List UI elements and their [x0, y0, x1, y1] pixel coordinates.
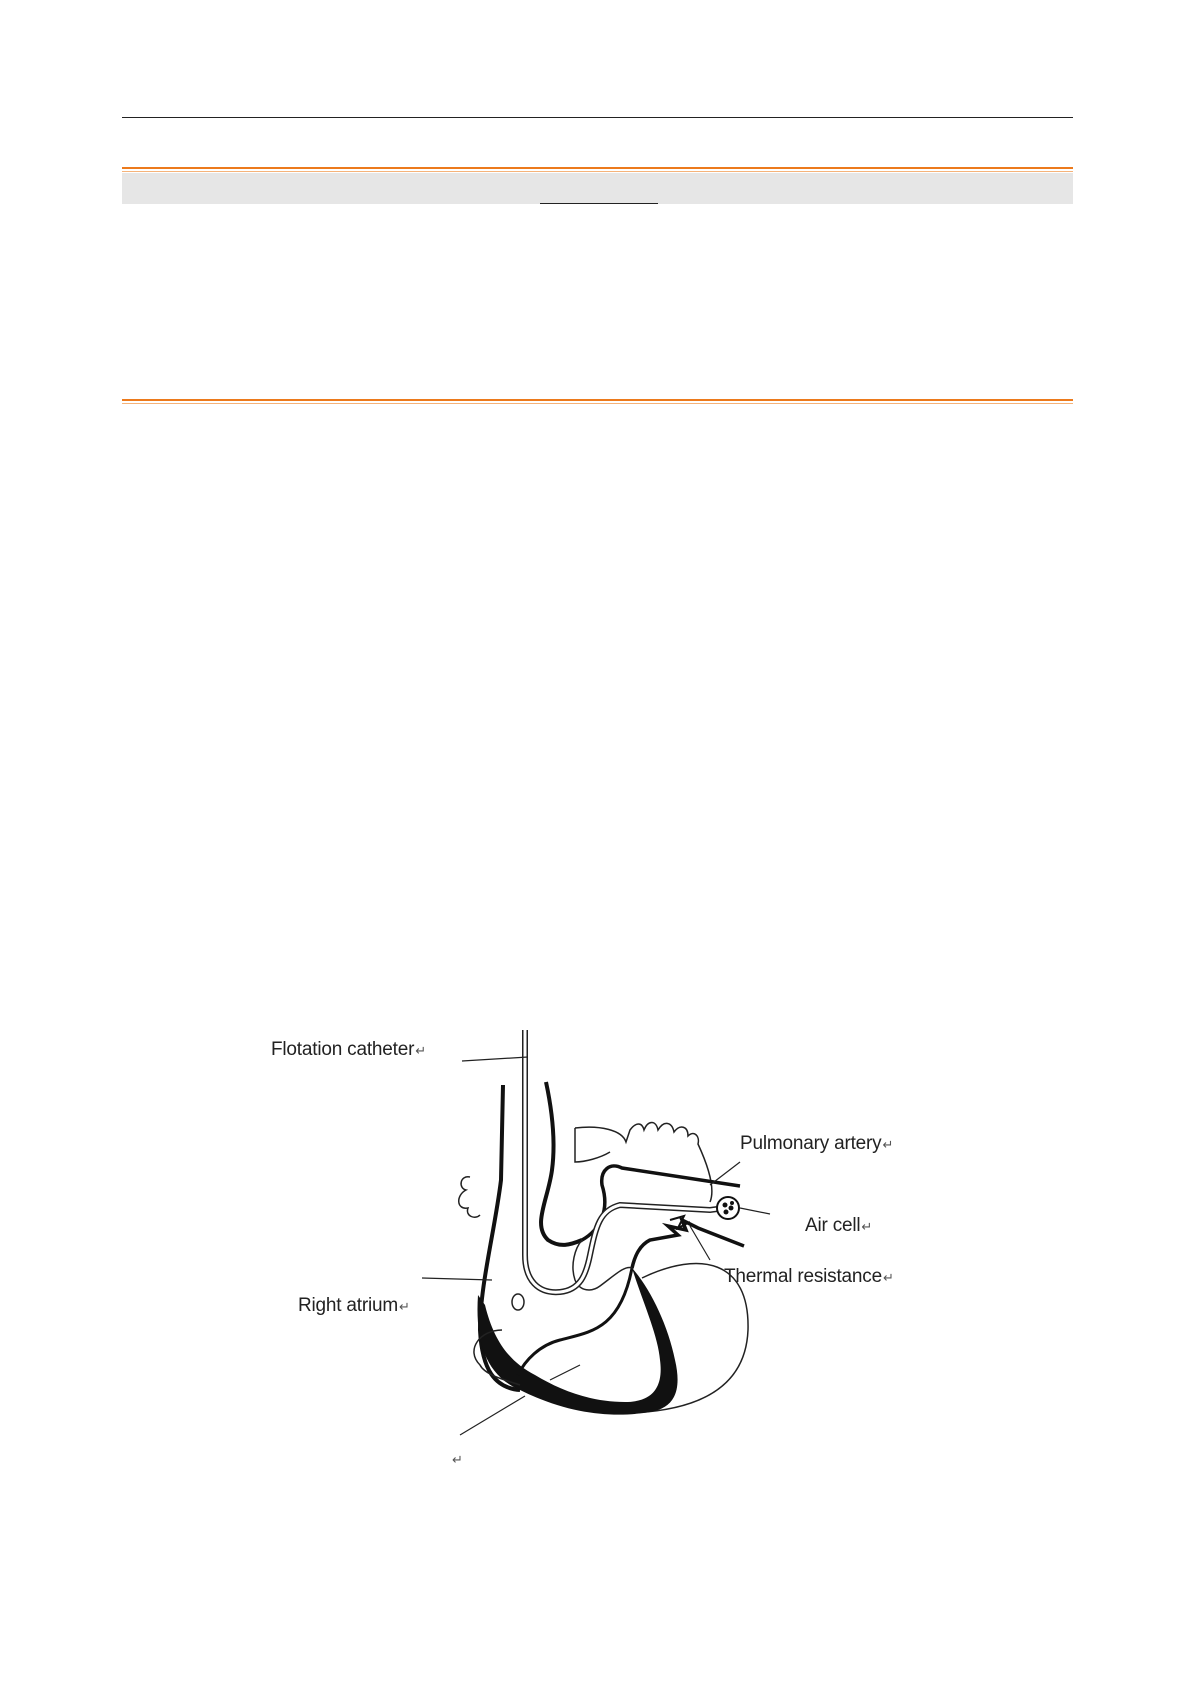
note-title-bar: [122, 173, 1073, 204]
page-header-rule: [122, 117, 1073, 118]
label-flotation-catheter: Flotation catheter↵: [271, 1039, 426, 1060]
note-bottom-rule: [122, 399, 1073, 401]
heart-catheter-diagram: [270, 1030, 970, 1480]
note-top-rule: [122, 167, 1073, 169]
label-air-cell: Air cell↵: [805, 1215, 873, 1236]
label-pulmonary-artery: Pulmonary artery↵: [740, 1133, 894, 1154]
label-empty-return-mark: ↵: [452, 1452, 463, 1467]
label-thermal-resistance: Thermal resistance↵: [724, 1266, 894, 1287]
heart-illustration: [270, 1030, 970, 1480]
note-box: [122, 167, 1073, 405]
note-title-underline: [540, 203, 658, 204]
label-right-atrium: Right atrium↵: [298, 1295, 410, 1316]
